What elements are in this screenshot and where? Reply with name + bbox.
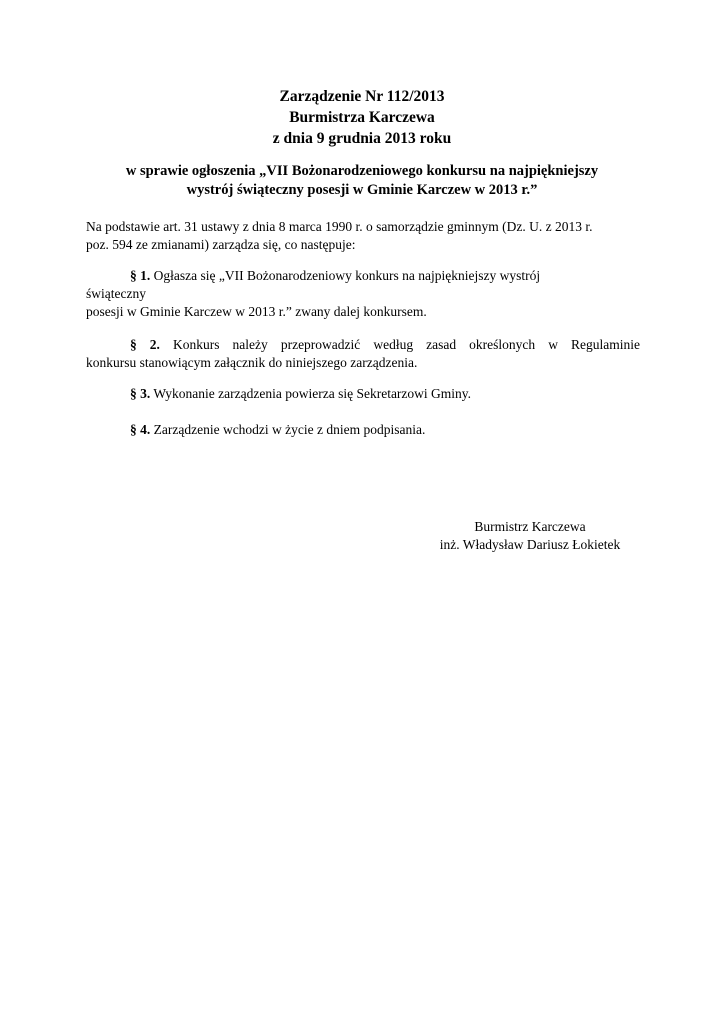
signature-name: inż. Władysław Dariusz Łokietek (439, 537, 621, 552)
paragraph-3-line-1 (86, 385, 640, 403)
paragraph-2-line-2: konkursu stanowiącym załącznik do niniejszego zarządzenia. (86, 355, 418, 370)
subject-line-1: w sprawie ogłoszenia „VII Bożonarodzeniowego konkursu na najpiękniejszy (125, 163, 599, 179)
paragraph-text: Wykonanie zarządzenia powierza się Sekretarzowi Gminy. (150, 386, 472, 401)
section-number: § 2. (130, 337, 160, 352)
paragraph-3 (86, 385, 640, 403)
paragraph-2-line-1 (86, 336, 640, 354)
signature-block (380, 518, 680, 554)
legal-basis-line-1: Na podstawie art. 31 ustawy z dnia 8 marca 1990 r. o samorządzie gminnym (Dz. U. z 2013 r. (86, 219, 593, 234)
paragraph-4 (86, 421, 640, 439)
signature-title: Burmistrz Karczewa (474, 519, 586, 534)
section-number: § 4. (130, 422, 151, 437)
section-number: § 3. (130, 386, 151, 401)
paragraph-text: Zarządzenie wchodzi w życie z dniem podpisania. (150, 422, 426, 437)
heading-issuer: Burmistrza Karczewa (289, 109, 435, 126)
paragraph-2 (86, 336, 640, 372)
paragraph-text: Konkurs należy przeprowadzić według zasad określonych w Regulaminie (159, 337, 640, 352)
section-number: § 1. (130, 268, 151, 283)
paragraph-text: Ogłasza się „VII Bożonarodzeniowy konkurs na najpiękniejszy wystrój (150, 268, 541, 283)
document-heading (0, 86, 724, 149)
paragraph-1-line-1 (86, 267, 640, 285)
legal-basis (86, 218, 646, 254)
paragraph-4-line-1 (86, 421, 640, 439)
paragraph-1 (86, 267, 640, 321)
paragraph-1-line-3: posesji w Gminie Karczew w 2013 r.” zwany dalej konkursem. (86, 304, 427, 319)
paragraph-1-line-2: świąteczny (86, 286, 146, 301)
legal-basis-line-2: poz. 594 ze zmianami) zarządza się, co następuje: (86, 237, 356, 252)
heading-date: z dnia 9 grudnia 2013 roku (272, 130, 452, 147)
subject-line-2: wystrój świąteczny posesji w Gminie Karczew w 2013 r.” (186, 182, 538, 198)
document-subject (60, 162, 664, 200)
heading-title: Zarządzenie Nr 112/2013 (279, 88, 445, 105)
